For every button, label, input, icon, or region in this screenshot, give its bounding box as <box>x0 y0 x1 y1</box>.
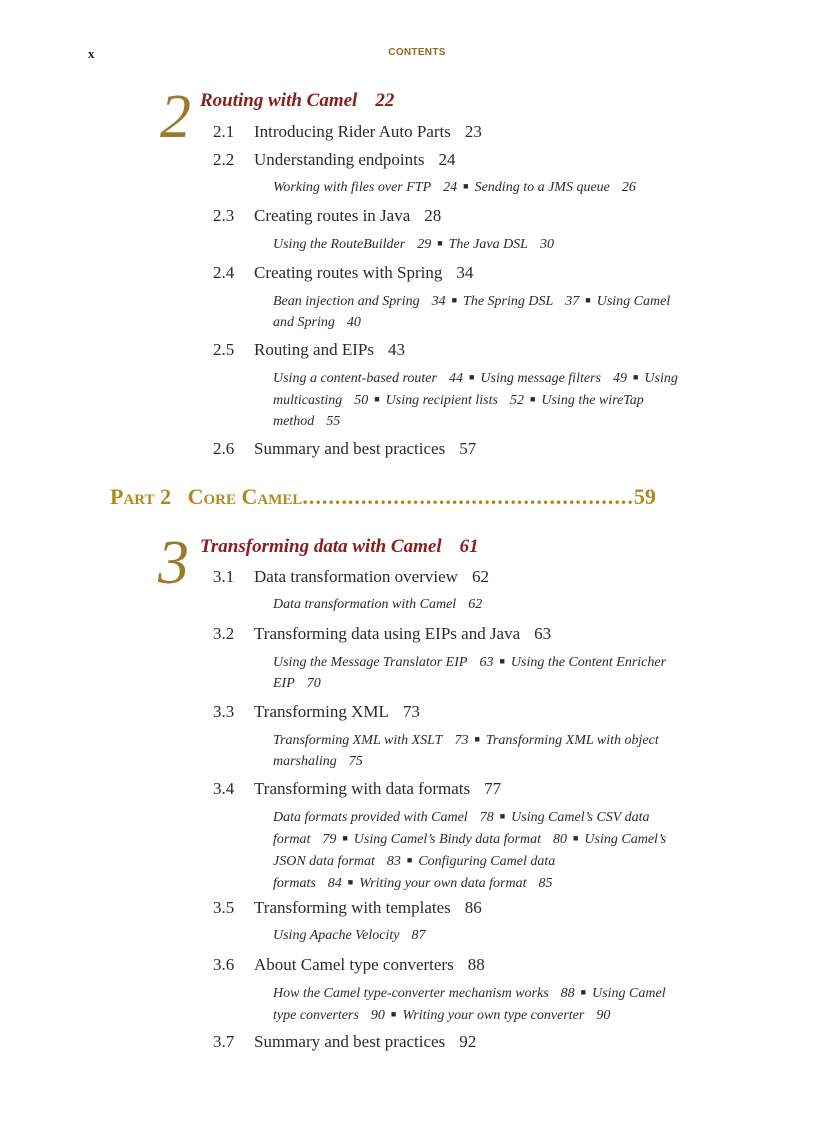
chapter-title-text: Transforming data with Camel <box>200 536 442 557</box>
toc-subsections <box>273 176 683 198</box>
section-title: Understanding endpoints <box>254 150 425 169</box>
section-number: 2.4 <box>213 263 235 282</box>
subsection-title: Data formats provided with Camel <box>273 810 468 825</box>
subsection-title: Using recipient lists <box>385 393 498 408</box>
subsection-title: Transforming XML with XSLT <box>273 733 443 748</box>
section-page: 92 <box>459 1032 477 1051</box>
subsection-title: Using a content-based router <box>273 371 437 386</box>
toc-section <box>213 340 405 360</box>
subsection-page: 88 <box>560 986 575 1001</box>
bullet-separator: ■ <box>374 394 380 404</box>
toc-section <box>213 567 489 587</box>
part-heading <box>110 484 720 510</box>
section-title: Creating routes in Java <box>254 206 411 225</box>
subsection-page: 24 <box>443 180 458 195</box>
subsection-page: 75 <box>348 754 363 769</box>
toc-subsections <box>273 982 683 1026</box>
chapter-title <box>200 536 479 558</box>
subsection-page: 90 <box>596 1008 611 1023</box>
bullet-separator: ■ <box>632 372 639 382</box>
page-number: x <box>88 46 95 61</box>
bullet-separator: ■ <box>572 833 579 843</box>
toc-section <box>213 122 482 142</box>
subsection-page: 44 <box>448 371 463 386</box>
chapter-number: 2 <box>160 83 191 151</box>
toc-subsections <box>273 651 683 694</box>
chapter-title <box>200 90 394 112</box>
subsection-page: 79 <box>322 832 337 847</box>
subsection-title: Using message filters <box>480 371 601 386</box>
bullet-separator: ■ <box>499 656 505 666</box>
toc-subsections <box>273 594 683 615</box>
subsection-page: 84 <box>327 876 342 891</box>
subsection-title: Writing your own type converter <box>402 1008 585 1023</box>
section-page: 43 <box>387 340 405 359</box>
section-page: 24 <box>438 150 456 169</box>
toc-section <box>213 702 420 722</box>
bullet-separator: ■ <box>347 877 354 887</box>
part-page: 59 <box>633 484 656 509</box>
toc-section <box>213 150 455 170</box>
bullet-separator: ■ <box>463 181 469 191</box>
section-number: 3.7 <box>213 1032 235 1051</box>
section-title: Data transformation overview <box>254 567 458 586</box>
bullet-separator: ■ <box>474 734 480 744</box>
subsection-title: How the Camel type-converter mechanism works <box>273 986 549 1001</box>
section-title: Summary and best practices <box>254 439 446 458</box>
subsection-page: 34 <box>431 294 446 309</box>
bullet-separator: ■ <box>580 987 587 997</box>
section-title: Transforming XML <box>254 702 389 721</box>
subsection-title: Using Camel’s JSON data format <box>273 832 667 869</box>
section-page: 23 <box>464 122 482 141</box>
bullet-separator: ■ <box>390 1009 397 1019</box>
section-number: 3.5 <box>213 898 235 917</box>
section-number: 3.2 <box>213 624 235 643</box>
subsection-page: 30 <box>539 237 554 252</box>
toc-section <box>213 206 441 226</box>
subsection-title: Using the Message Translator EIP <box>273 655 468 670</box>
toc-subsections <box>273 367 683 432</box>
toc-section <box>213 263 473 283</box>
subsection-page: 50 <box>354 393 369 408</box>
toc-section <box>213 624 551 644</box>
subsection-page: 52 <box>509 393 524 408</box>
running-head: CONTENTS <box>388 47 446 58</box>
subsection-title: Sending to a JMS queue <box>474 180 610 195</box>
section-page: 57 <box>459 439 477 458</box>
toc-subsections <box>273 233 683 255</box>
section-page: 77 <box>484 779 502 798</box>
toc-subsections <box>273 925 683 946</box>
section-title: Introducing Rider Auto Parts <box>254 122 451 141</box>
subsection-page: 80 <box>552 832 567 847</box>
subsection-title: Using Camel and Spring <box>273 294 671 330</box>
section-number: 3.3 <box>213 702 235 721</box>
section-page: 28 <box>424 206 442 225</box>
section-page: 34 <box>456 263 474 282</box>
chapter-page: 61 <box>459 536 479 557</box>
bullet-separator: ■ <box>468 372 475 382</box>
subsection-title: Using Apache Velocity <box>273 928 400 943</box>
subsection-title: Bean injection and Spring <box>273 294 420 309</box>
dot-leader: ................................................... <box>302 484 634 509</box>
subsection-page: 29 <box>417 237 432 252</box>
toc-section <box>213 955 485 975</box>
subsection-title: Data transformation with Camel <box>273 597 457 612</box>
section-number: 2.6 <box>213 439 235 458</box>
subsection-title: Using the RouteBuilder <box>273 237 406 252</box>
part-title: Core Camel <box>187 484 303 509</box>
subsection-title: The Spring DSL <box>463 294 554 309</box>
subsection-page: 83 <box>386 854 401 869</box>
chapter-title-text: Routing with Camel <box>200 90 358 111</box>
bullet-separator: ■ <box>451 295 458 305</box>
subsection-title: Using Camel’s CSV data format <box>273 810 650 847</box>
section-number: 2.2 <box>213 150 235 169</box>
section-title: About Camel type converters <box>254 955 454 974</box>
section-title: Transforming with templates <box>254 898 451 917</box>
subsection-title: Configuring Camel data formats <box>273 854 556 891</box>
subsection-title: Working with files over FTP <box>273 180 432 195</box>
subsection-page: 87 <box>411 928 426 943</box>
toc-subsections <box>273 290 683 333</box>
subsection-title: Using the Content Enricher EIP <box>273 655 667 691</box>
bullet-separator: ■ <box>585 295 591 305</box>
subsection-page: 85 <box>538 876 553 891</box>
subsection-page: 70 <box>306 676 321 691</box>
bullet-separator: ■ <box>342 833 348 843</box>
section-title: Transforming data using EIPs and Java <box>254 624 521 643</box>
toc-section <box>213 779 501 799</box>
section-page: 62 <box>471 567 489 586</box>
subsection-page: 63 <box>479 655 494 670</box>
subsection-page: 78 <box>479 810 494 825</box>
section-title: Summary and best practices <box>254 1032 446 1051</box>
toc-subsections <box>273 729 683 772</box>
chapter-number: 3 <box>158 529 189 597</box>
chapter-page: 22 <box>375 90 395 111</box>
subsection-page: 73 <box>454 733 469 748</box>
subsection-title: Using multicasting <box>273 371 678 408</box>
toc-subsections <box>273 806 683 894</box>
section-title: Creating routes with Spring <box>254 263 443 282</box>
subsection-page: 40 <box>346 315 361 330</box>
section-page: 88 <box>467 955 485 974</box>
bullet-separator: ■ <box>529 394 536 404</box>
bullet-separator: ■ <box>437 238 443 248</box>
section-number: 2.3 <box>213 206 235 225</box>
subsection-title: The Java DSL <box>448 237 528 252</box>
part-label: Part 2 <box>110 484 172 509</box>
subsection-page: 26 <box>621 180 636 195</box>
subsection-title: Writing your own data format <box>359 876 527 891</box>
bullet-separator: ■ <box>406 855 413 865</box>
subsection-title: Using Camel’s Bindy data format <box>353 832 541 847</box>
section-number: 2.1 <box>213 122 235 141</box>
section-title: Transforming with data formats <box>254 779 471 798</box>
subsection-title: Using Camel type converters <box>273 986 666 1023</box>
toc-section <box>213 439 476 459</box>
section-page: 86 <box>464 898 482 917</box>
toc-section <box>213 1032 476 1052</box>
bullet-separator: ■ <box>499 811 506 821</box>
section-number: 3.4 <box>213 779 235 798</box>
subsection-title: Transforming XML with object marshaling <box>273 733 659 769</box>
subsection-page: 49 <box>612 371 627 386</box>
section-number: 3.6 <box>213 955 235 974</box>
section-number: 2.5 <box>213 340 235 359</box>
subsection-page: 90 <box>370 1008 385 1023</box>
toc-section <box>213 898 482 918</box>
section-number: 3.1 <box>213 567 235 586</box>
section-title: Routing and EIPs <box>254 340 374 359</box>
section-page: 63 <box>534 624 552 643</box>
subsection-page: 62 <box>468 597 483 612</box>
subsection-page: 55 <box>326 414 341 429</box>
subsection-title: Using the wireTap method <box>273 393 644 429</box>
section-page: 73 <box>402 702 420 721</box>
subsection-page: 37 <box>565 294 580 309</box>
